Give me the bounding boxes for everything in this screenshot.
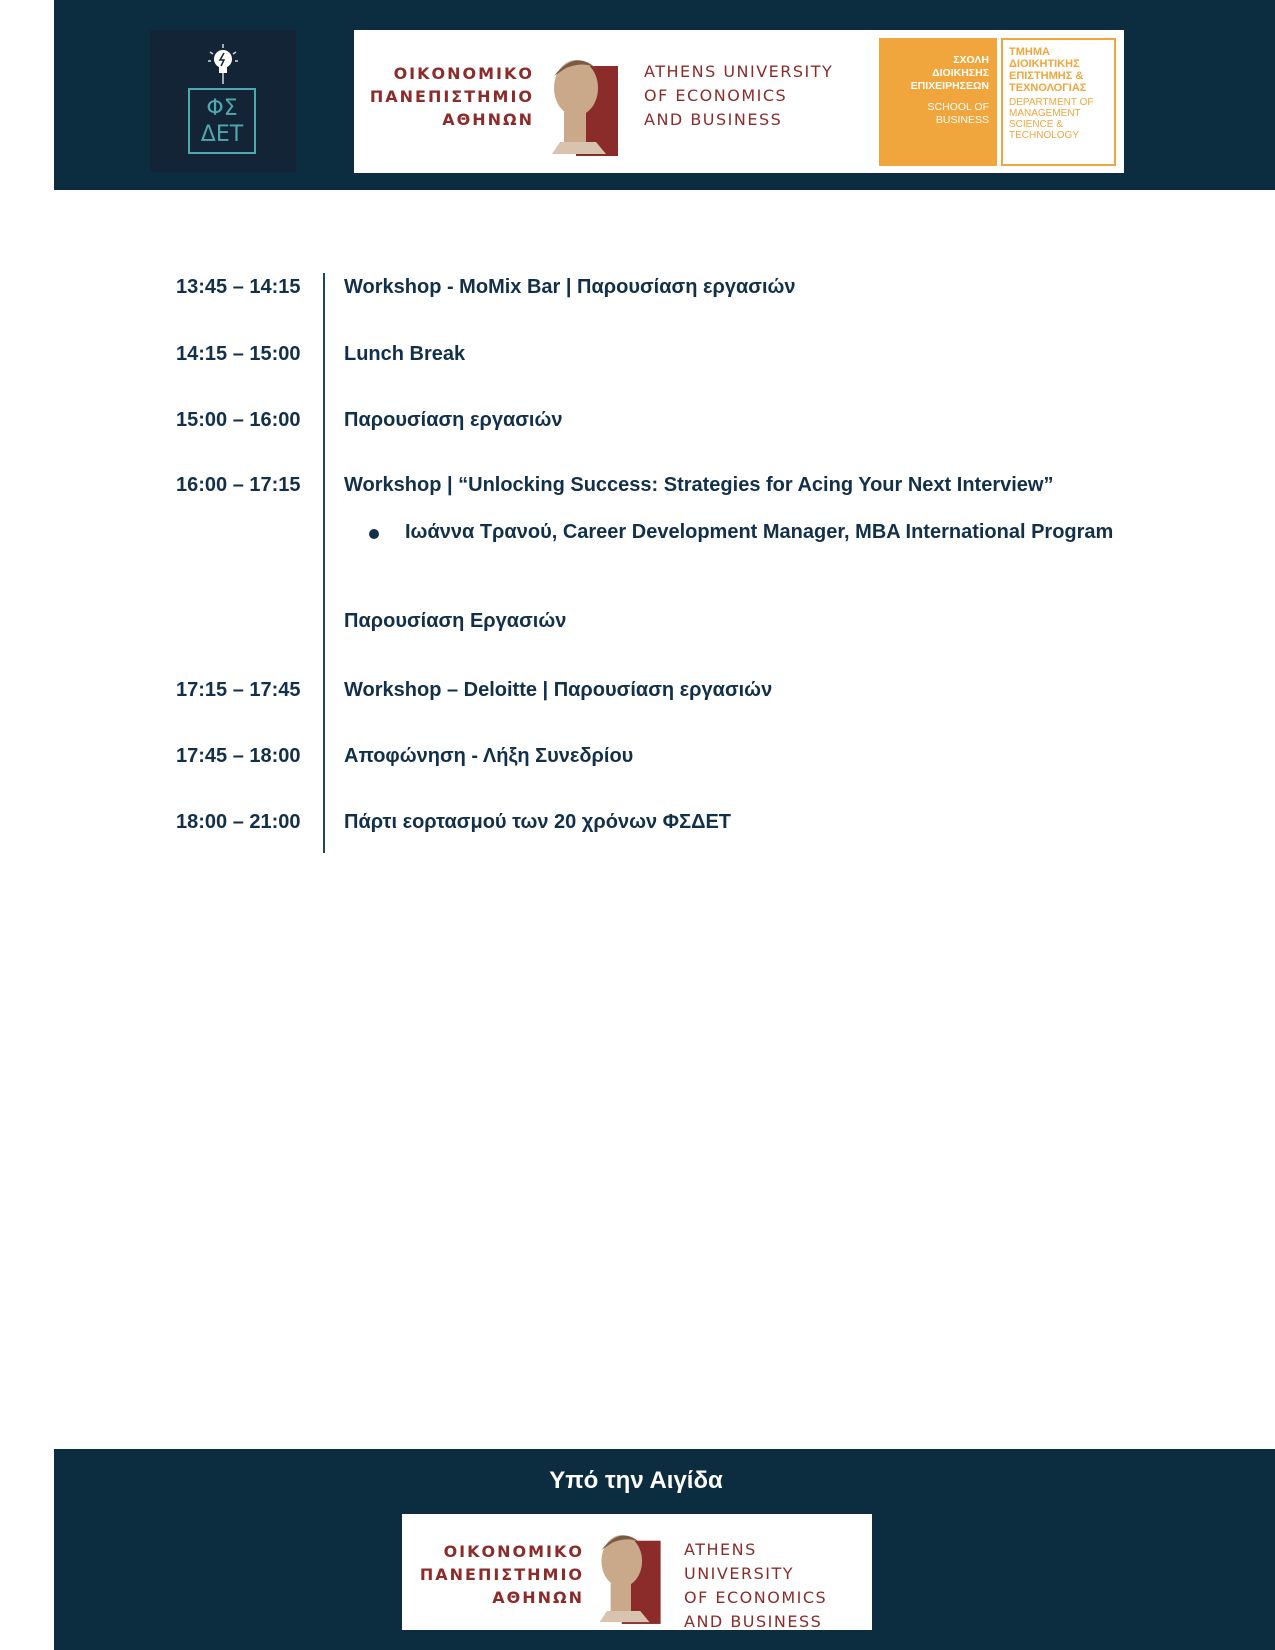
agenda-title: Workshop - MoMix Bar | Παρουσίαση εργασιών bbox=[344, 276, 796, 298]
agenda-time: 17:15 – 17:45 bbox=[176, 679, 301, 701]
agenda-title: Παρουσίαση Εργασιών bbox=[344, 610, 567, 632]
aueb-name-english: ATHENS UNIVERSITY OF ECONOMICS AND BUSINESS bbox=[644, 62, 834, 129]
agenda-title: Lunch Break bbox=[344, 343, 466, 365]
agenda-time: 18:00 – 21:00 bbox=[176, 811, 301, 833]
footer-band bbox=[54, 1449, 1275, 1650]
timeline-divider bbox=[323, 273, 325, 853]
hermes-head-icon bbox=[546, 46, 626, 158]
agenda-time: 15:00 – 16:00 bbox=[176, 409, 301, 431]
aueb-name-greek: ΟΙΚΟΝΟΜΙΚΟ ΠΑΝΕΠΙΣΤΗΜΙΟ ΑΘΗΝΩΝ bbox=[369, 64, 534, 129]
lightbulb-icon bbox=[208, 44, 238, 84]
agenda-time: 17:45 – 18:00 bbox=[176, 745, 301, 767]
agenda-title: Αποφώνηση - Λήξη Συνεδρίου bbox=[344, 745, 634, 767]
agenda-title: Πάρτι εορτασμού των 20 χρόνων ΦΣΔΕΤ bbox=[344, 811, 732, 833]
footer-caption: Υπό την Αιγίδα bbox=[549, 1467, 723, 1494]
bullet-icon bbox=[369, 529, 379, 539]
agenda-time: 13:45 – 14:15 bbox=[176, 276, 301, 298]
agenda-speaker: Ιωάννα Τρανού, Career Development Manager, MBA International Program bbox=[405, 521, 1114, 543]
agenda-title: Workshop – Deloitte | Παρουσίαση εργασιών bbox=[344, 679, 773, 701]
agenda-time: 16:00 – 17:15 bbox=[176, 474, 301, 496]
footer-aueb-banner bbox=[402, 1514, 872, 1630]
fsdet-logo-text: ΦΣ ΔΕΤ bbox=[188, 88, 256, 154]
agenda-title: Workshop | “Unlocking Success: Strategies for Acing Your Next Interview” bbox=[344, 474, 1054, 496]
school-of-business-block: ΣΧΟΛΗ ΔΙΟΙΚΗΣΗΣ ΕΠΙΧΕΙΡΗΣΕΩΝ SCHOOL OF BUSINESS bbox=[879, 38, 997, 166]
department-block: ΤΜΗΜΑ ΔΙΟΙΚΗΤΙΚΗΣ ΕΠΙΣΤΗΜΗΣ & ΤΕΧΝΟΛΟΓΙΑΣ DEPARTMENT OF MANAGEMENT SCIENCE & TECHNOLOGY bbox=[1001, 38, 1116, 166]
agenda-time: 14:15 – 15:00 bbox=[176, 343, 301, 365]
aueb-banner bbox=[354, 30, 1124, 173]
header-band bbox=[54, 0, 1275, 190]
aueb-name-greek: ΟΙΚΟΝΟΜΙΚΟ ΠΑΝΕΠΙΣΤΗΜΙΟ ΑΘΗΝΩΝ bbox=[419, 1542, 584, 1607]
school-logo bbox=[879, 38, 1116, 166]
aueb-name-english: ATHENS UNIVERSITY OF ECONOMICS AND BUSINESS bbox=[684, 1540, 828, 1630]
hermes-head-icon bbox=[594, 1522, 668, 1626]
agenda-title: Παρουσίαση εργασιών bbox=[344, 409, 563, 431]
fsdet-logo bbox=[150, 30, 296, 172]
